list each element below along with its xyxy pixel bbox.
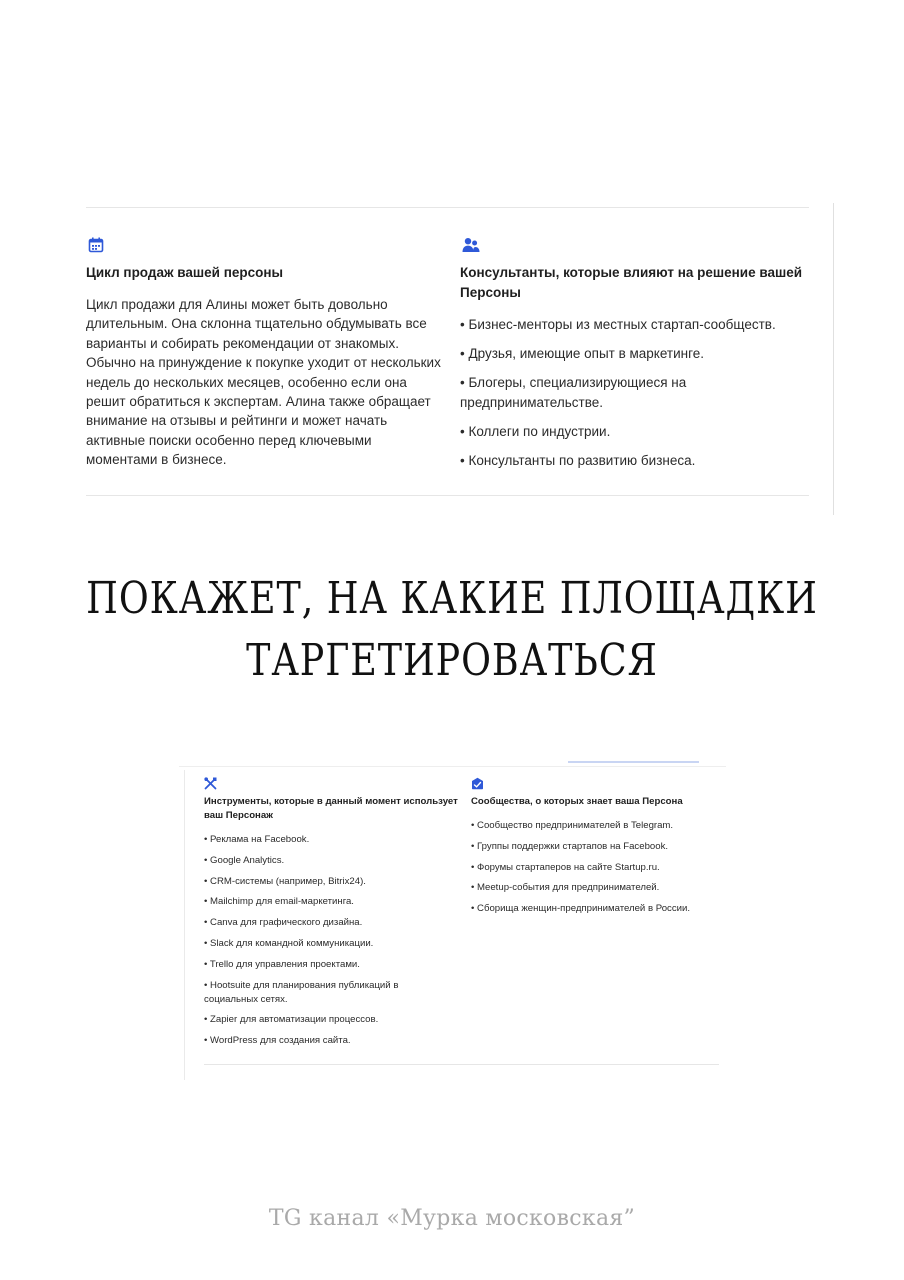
headline-line: ПОКАЖЕТ, НА КАКИЕ ПЛОЩАДКИ xyxy=(86,573,818,624)
card-divider xyxy=(204,1064,719,1065)
communities-list xyxy=(471,819,721,923)
list-item: • Canva для графического дизайна. xyxy=(204,917,363,929)
list-item: • Zapier для автоматизации процессов. xyxy=(204,1014,379,1026)
calendar-icon xyxy=(88,237,104,253)
communities-title: Сообщества, о которых знает ваша Персона xyxy=(471,796,683,807)
list-item: • CRM-системы (например, Bitrix24). xyxy=(204,875,366,887)
list-item: • Slack для командной коммуникации. xyxy=(204,937,374,949)
persona-card-bottom xyxy=(179,766,726,1080)
tools-list xyxy=(204,833,414,1055)
footer-caption: TG канал «Мурка московская” xyxy=(268,1206,636,1231)
list-item: • Форумы стартаперов на сайте Startup.ru. xyxy=(471,861,660,873)
list-item: • Коллеги по индустрии. xyxy=(460,423,611,439)
list-item: • Meetup-события для предпринимателей. xyxy=(471,882,660,894)
list-item: • Блогеры, специализирующиеся на предпринимательстве. xyxy=(460,375,687,410)
list-item: • Группы поддержки стартапов на Facebook. xyxy=(471,840,669,852)
card-accent-line xyxy=(568,761,699,763)
advisors-title: Консультанты, которые влияют на решение вашей Персоны xyxy=(460,265,803,300)
persona-card-top xyxy=(86,207,809,496)
list-item: • Друзья, имеющие опыт в маркетинге. xyxy=(460,346,704,362)
list-item: • Google Analytics. xyxy=(204,854,285,866)
headline xyxy=(36,568,868,692)
headline-line: ТАРГЕТИРОВАТЬСЯ xyxy=(246,635,658,686)
sales-cycle-title: Цикл продаж вашей персоны xyxy=(86,265,284,280)
list-item: • Консультанты по развитию бизнеса. xyxy=(460,452,696,468)
card-divider xyxy=(833,203,834,515)
advisors-list xyxy=(460,315,805,480)
list-item: • Hootsuite для планирования публикаций в социальных сетях. xyxy=(204,979,399,1005)
sales-cycle-text: Цикл продажи для Алины может быть довольно длительным. Она склонна тщательно обдумывать все варианты и собирать рекомендации от знакомых. Обычно на принуждение к покупке уходит от нескольких недель до нескольких месяцев, особенно если она решит обратиться к экспертам. Алина также обращает внимание на отзывы и рейтинги и может начать активные поиски особенно перед ключевыми моментами в бизнесе. xyxy=(86,297,441,468)
list-item: • Бизнес-менторы из местных стартап-сообществ. xyxy=(460,317,776,332)
list-item: • Реклама на Facebook. xyxy=(204,834,310,845)
tools-title: Инструменты, которые в данный момент использует ваш Персонаж xyxy=(204,796,458,821)
list-item: • Сборища женщин-предпринимателей в России. xyxy=(471,903,691,915)
list-item: • Trello для управления проектами. xyxy=(204,958,360,970)
community-icon xyxy=(471,777,484,790)
list-item: • WordPress для создания сайта. xyxy=(204,1035,351,1047)
list-item: • Сообщество предпринимателей в Telegram. xyxy=(471,820,674,831)
tools-icon xyxy=(204,777,217,790)
list-item: • Mailchimp для email-маркетинга. xyxy=(204,896,354,908)
users-icon xyxy=(462,237,478,253)
